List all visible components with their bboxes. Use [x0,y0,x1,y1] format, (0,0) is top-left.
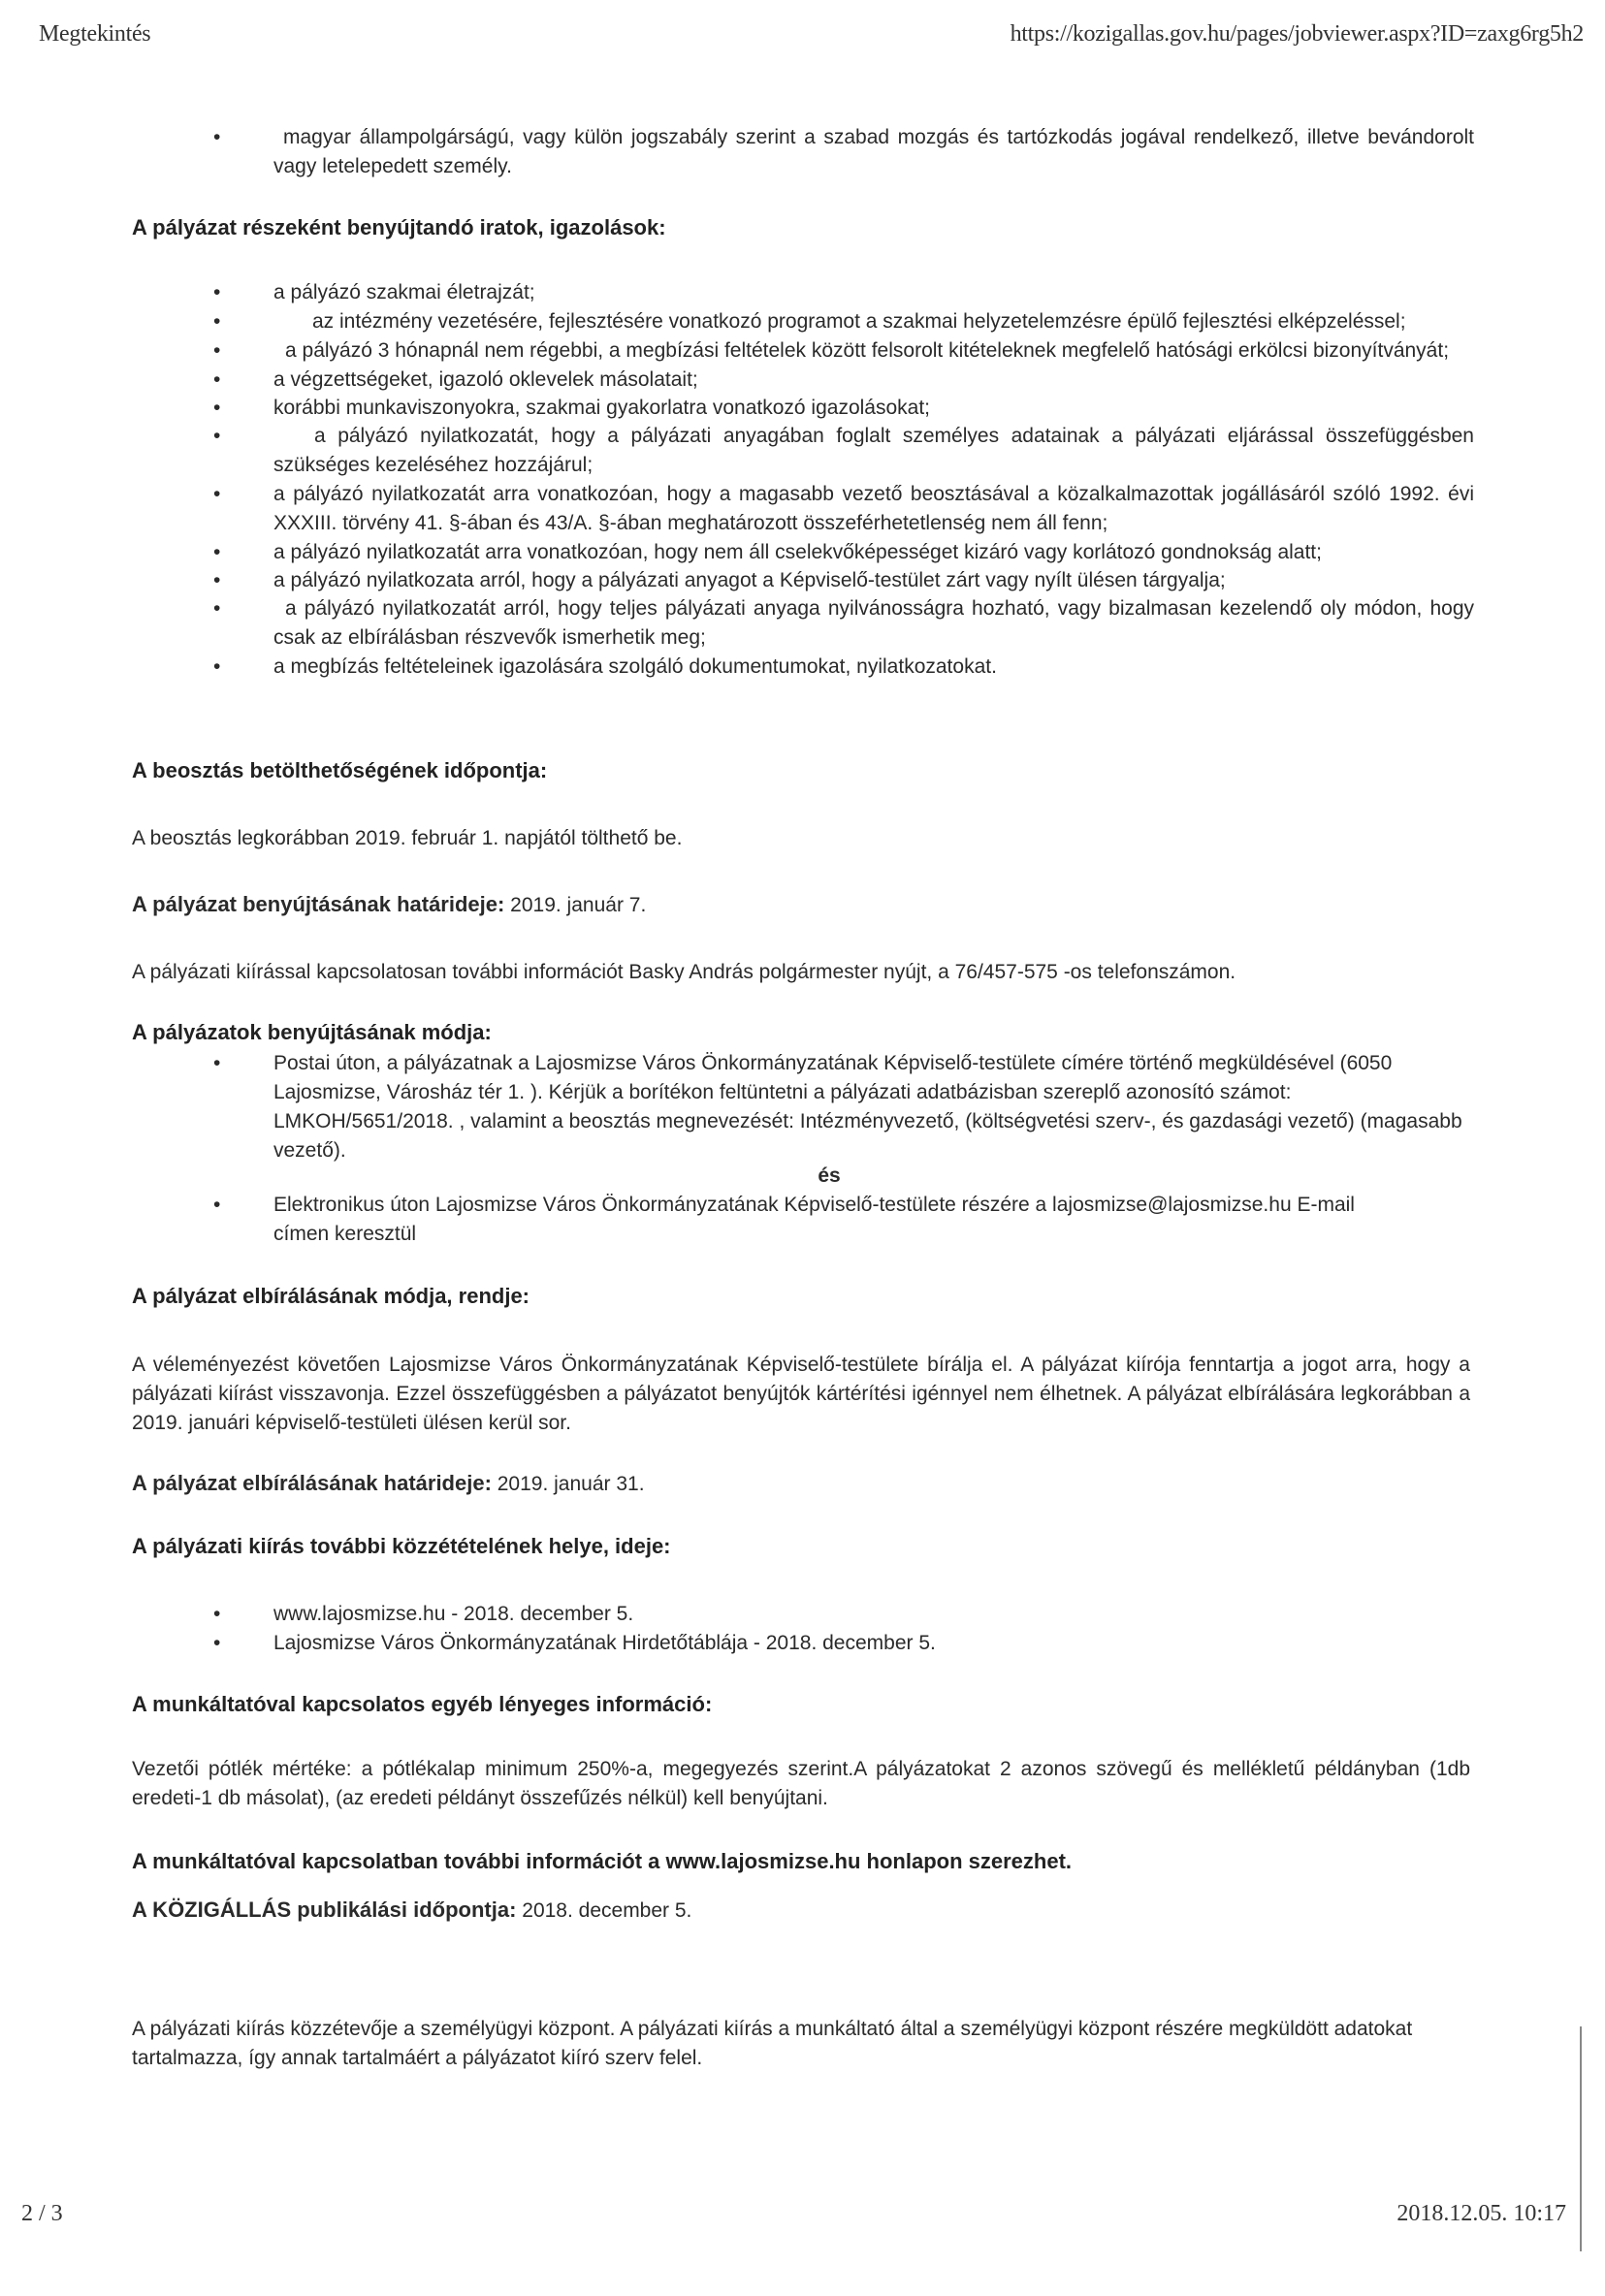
bullet-icon: • [213,425,221,447]
bullet-icon: • [213,483,221,505]
start-date-text: A beosztás legkorábban 2019. február 1. napjától tölthető be. [132,827,683,849]
section-heading-publication: A pályázati kiírás további közzétételének helye, ideje: [132,1534,671,1558]
list-item: • www.lajosmizse.hu - 2018. december 5. [213,1600,1474,1629]
submission-electronic-list [213,1191,1406,1249]
list-item: • a végzettségeket, igazoló oklevelek másolatait; [213,366,1474,394]
submission-conjunction: és [818,1164,841,1187]
eligibility-list [213,123,1474,181]
bullet-icon: • [213,655,221,678]
list-item: • a pályázó 3 hónapnál nem régebbi, a megbízási feltételek között felsorolt kitételeknek megfelelő hatósági erkölcsi bizonyítványát; [213,336,1474,366]
list-item: • a pályázó nyilatkozatát arra vonatkozóan, hogy a magasabb vezető beosztásával a közalkalmazottak jogállásáról szóló 1992. évi XXXIII. törvény 41. §-ában és 43/A. §-ában meghatározott összeférhetetlenség nem áll fenn; [213,480,1474,538]
list-item: • korábbi munkaviszonyokra, szakmai gyakorlatra vonatkozó igazolásokat; [213,394,1474,422]
print-header-title: Megtekintés [39,21,151,47]
evaluation-deadline-label: A pályázat elbírálásának határideje: [132,1471,492,1495]
documents-list [213,278,1474,682]
scan-edge-line [1580,2026,1582,2251]
more-info-text: A munkáltatóval kapcsolatban további információt a www.lajosmizse.hu honlapon szerezhet. [132,1849,1073,1873]
section-heading-evaluation: A pályázat elbírálásának módja, rendje: [132,1284,530,1308]
list-item: • a pályázó nyilatkozatát arról, hogy teljes pályázati anyaga nyilvánosságra hozható, vagy bizalmasan kezelendő oly módon, hogy csak az elbírálásban részvevők ismerhetik meg; [213,594,1474,653]
bullet-icon: • [213,281,221,303]
publication-list [213,1600,1474,1658]
list-item: • a pályázó nyilatkozata arról, hogy a pályázati anyagot a Képviselő-testület zárt vagy nyílt ülésen tárgyalja; [213,566,1474,594]
bullet-icon: • [213,597,221,620]
kozigallas-publish-date [132,1896,1470,1926]
bullet-icon: • [213,541,221,563]
bullet-icon: • [213,569,221,591]
section-heading-employer-info: A munkáltatóval kapcsolatos egyéb lényeges információ: [132,1692,713,1716]
employer-info-text: Vezetői pótlék mértéke: a pótlékalap minimum 250%-a, megegyezés szerint.A pályázatokat 2 azonos szövegű és mellékletű példányban (1db eredeti-1 db másolat), (az eredeti példányt összefűzés nélkül) kell benyújtani. [132,1758,1470,1809]
list-item: • a pályázó nyilatkozatát, hogy a pályázati anyagában foglalt személyes adatainak a pályázati eljárással összefüggésben szükséges kezeléséhez hozzájárul; [213,422,1474,480]
bullet-icon: • [213,339,221,362]
bullet-icon: • [213,397,221,419]
list-item: • a megbízás feltételeinek igazolására szolgáló dokumentumokat, nyilatkozatokat. [213,653,1474,682]
bullet-icon: • [213,1603,221,1625]
bullet-icon: • [213,368,221,391]
section-heading-documents: A pályázat részeként benyújtandó iratok, igazolások: [132,215,666,239]
bullet-icon: • [213,126,221,148]
print-footer-datetime: 2018.12.05. 10:17 [1396,2201,1566,2226]
bullet-icon: • [213,1632,221,1654]
list-item: • a pályázó szakmai életrajzát; [213,278,1474,307]
submission-methods-list [213,1049,1464,1165]
evaluation-deadline-value: 2019. január 31. [497,1473,645,1495]
contact-info: A pályázati kiírással kapcsolatosan további információt Basky András polgármester nyújt, a 76/457-575 -os telefonszámon. [132,961,1236,983]
list-item: • magyar állampolgárságú, vagy külön jogszabály szerint a szabad mozgás és tartózkodás jogával rendelkező, illetve bevándorolt vagy letelepedett személy. [213,123,1474,181]
publish-date-value: 2018. december 5. [522,1899,692,1922]
submission-deadline [132,890,1470,920]
list-item: • a pályázó nyilatkozatát arra vonatkozóan, hogy nem áll cselekvőképességet kizáró vagy korlátozó gondnokság alatt; [213,538,1474,566]
print-footer-page: 2 / 3 [21,2201,63,2226]
bullet-icon: • [213,1194,221,1216]
list-item: • az intézmény vezetésére, fejlesztésére vonatkozó programot a szakmai helyzetelemzésre épülő fejlesztési elképzeléssel; [213,307,1474,336]
list-item-postal: • Postai úton, a pályázatnak a Lajosmizse Város Önkormányzatának Képviselő-testülete címére történő megküldésével (6050 Lajosmizse, Városház tér 1. ). Kérjük a borítékon feltüntetni a pályázati adatbázisban szereplő azonosító számot: LMKOH/5651/2018. , valamint a beosztás megnevezését: Intézményvezető, (költségvetési szerv-, és gazdasági vezető) (magasabb vezető). [213,1049,1464,1165]
list-item: • Lajosmizse Város Önkormányzatának Hirdetőtáblája - 2018. december 5. [213,1629,1474,1658]
bullet-icon: • [213,1052,221,1074]
bullet-icon: • [213,310,221,333]
deadline-label: A pályázat benyújtásának határideje: [132,892,505,916]
list-item-electronic: • Elektronikus úton Lajosmizse Város Önkormányzatának Képviselő-testülete részére a lajosmizse@lajosmizse.hu E-mail címen keresztül [213,1191,1406,1249]
disclaimer-text: A pályázati kiírás közzétevője a személyügyi központ. A pályázati kiírás a munkáltató által a személyügyi központ részére megküldött adatokat tartalmazza, így annak tartalmáért a pályázatot kiíró szerv felel. [132,2018,1413,2069]
print-header-url: https://kozigallas.gov.hu/pages/jobviewer.aspx?ID=zaxg6rg5h2 [1010,21,1584,47]
section-heading-submission: A pályázatok benyújtásának módja: [132,1020,492,1044]
evaluation-text: A véleményezést követően Lajosmizse Város Önkormányzatának Képviselő-testülete bírálja el. A pályázat kiírója fenntartja a jogot arra, hogy a pályázati kiírást visszavonja. Ezzel összefüggésben a pályázatot benyújtók kártérítési igénnyel nem élhetnek. A pályázat elbírálására legkorábban a 2019. januári képviselő-testületi ülésen kerül sor. [132,1354,1470,1434]
publish-date-label: A KÖZIGÁLLÁS publikálási időpontja: [132,1897,517,1922]
section-heading-start-date: A beosztás betölthetőségének időpontja: [132,758,548,782]
deadline-value: 2019. január 7. [510,894,647,916]
evaluation-deadline [132,1469,1470,1499]
